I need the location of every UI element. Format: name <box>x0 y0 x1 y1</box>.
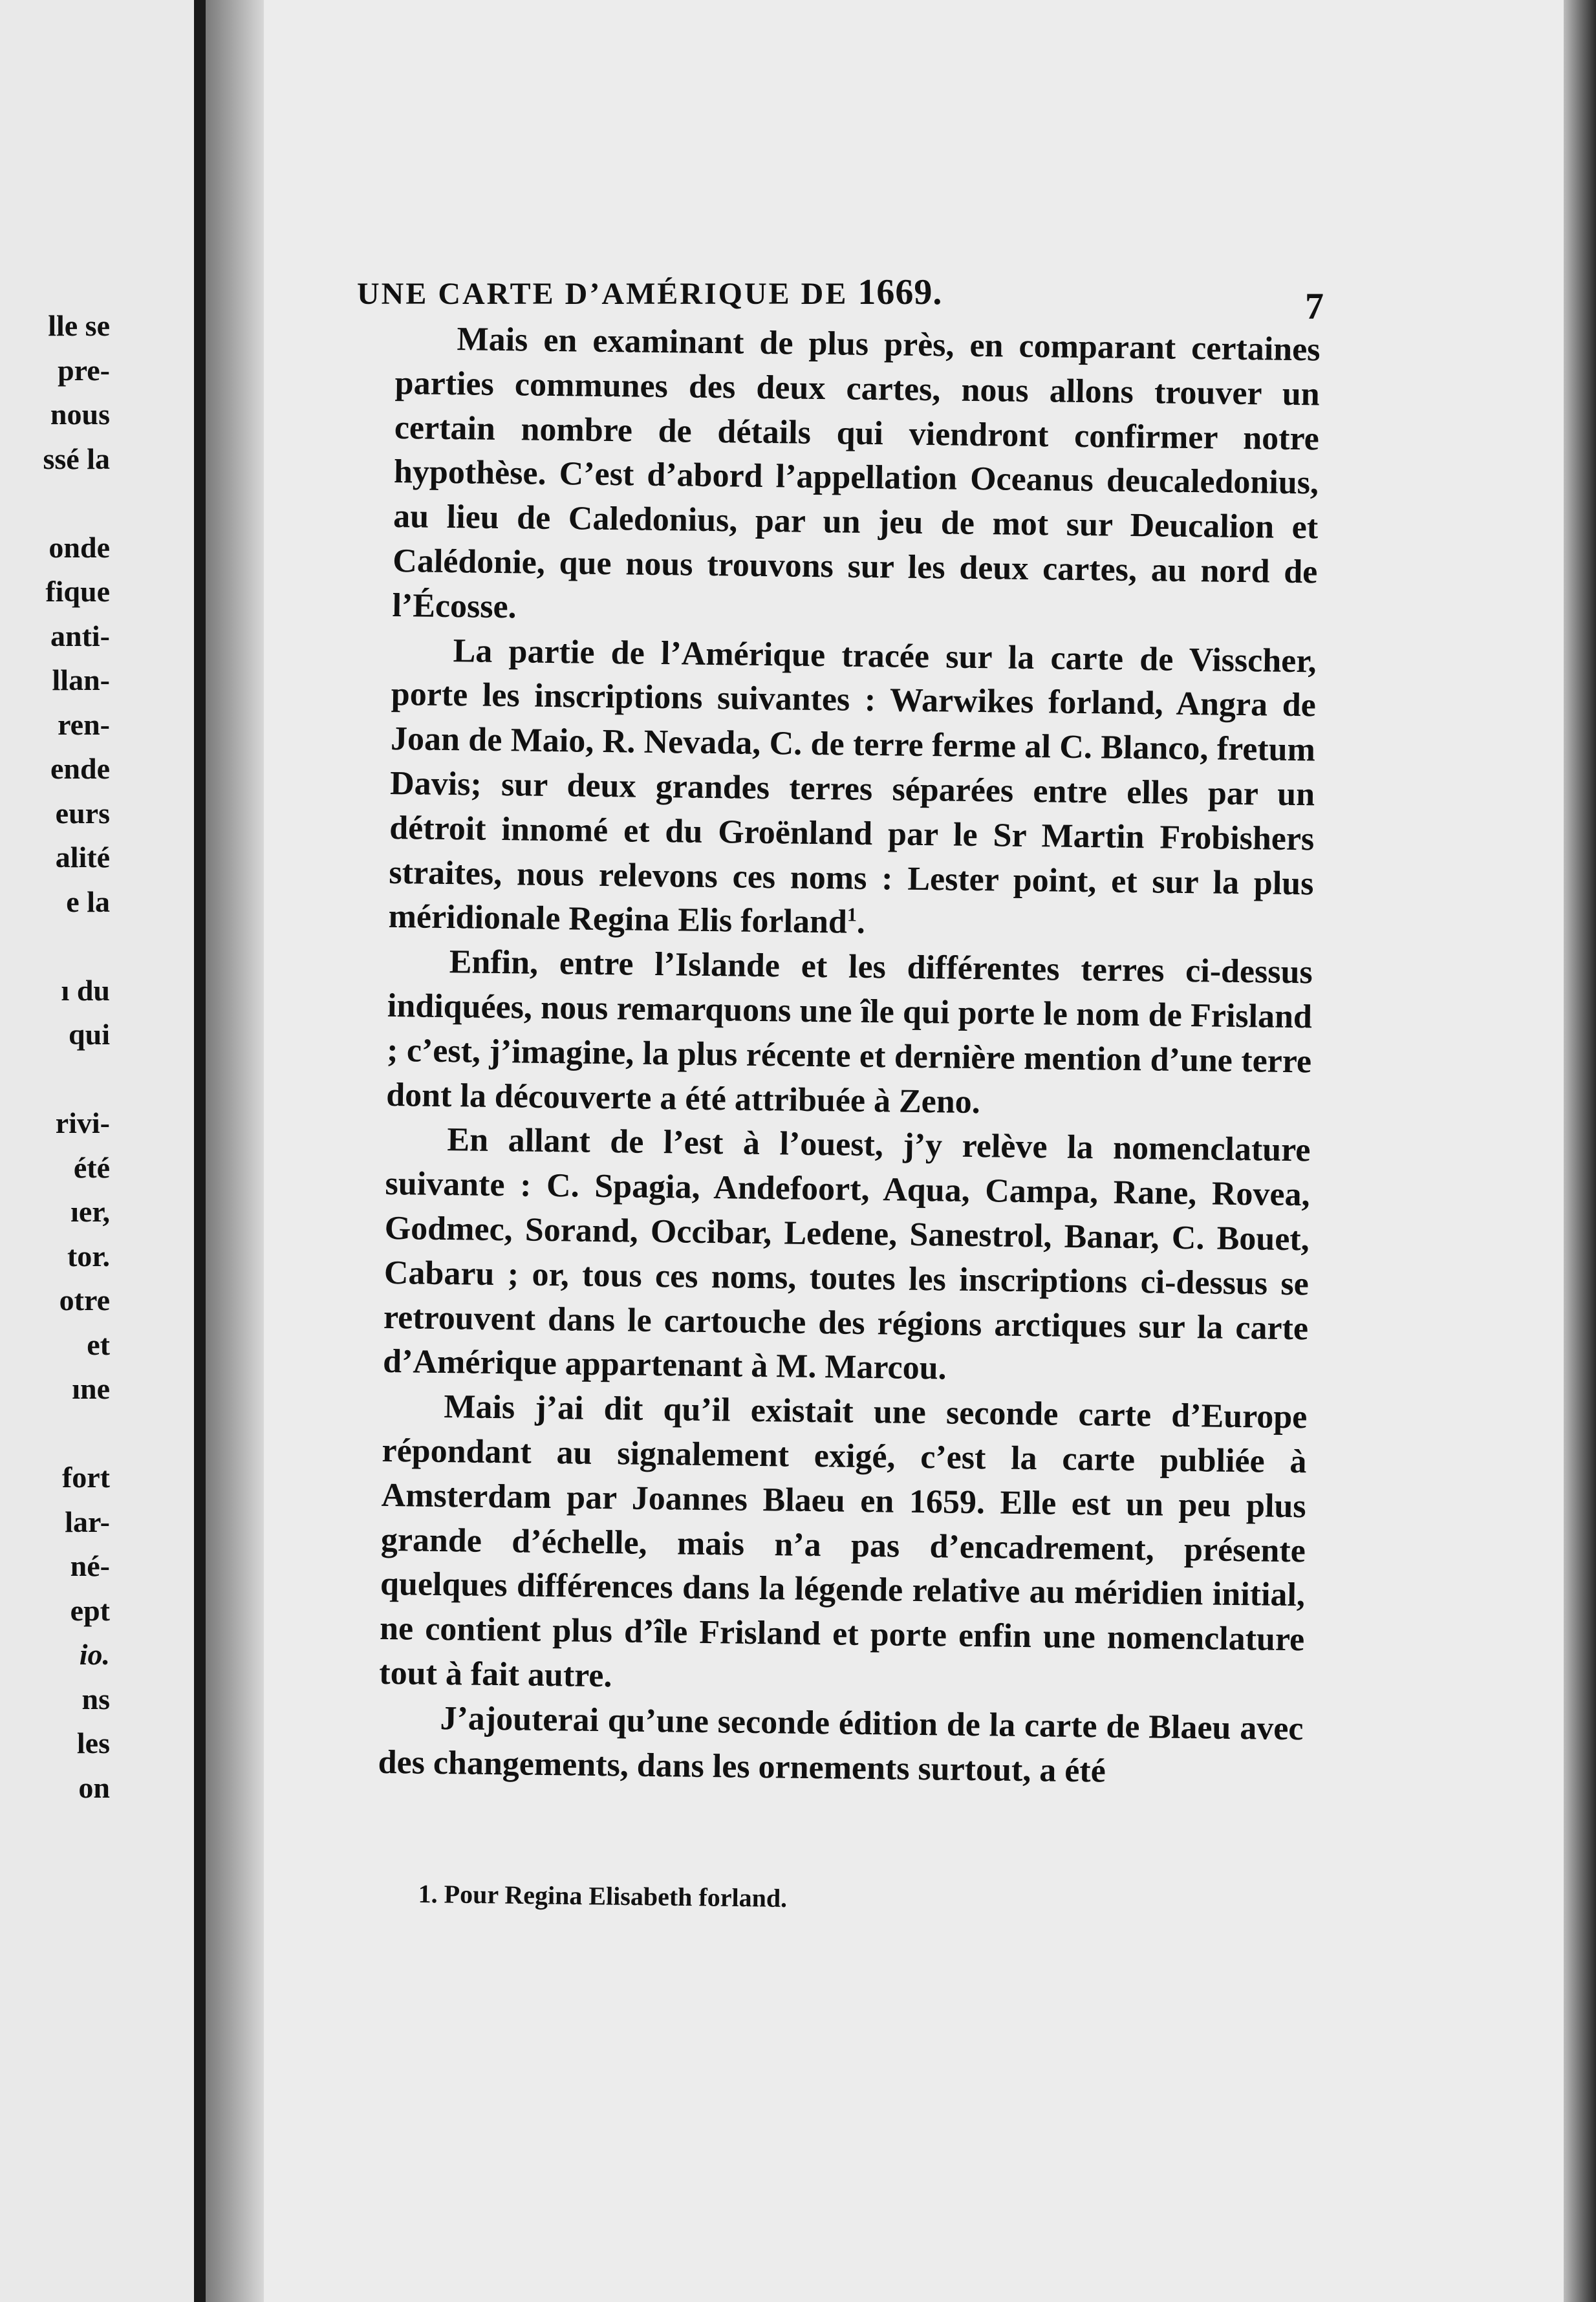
fragment-line: on <box>78 1770 110 1804</box>
footnote: 1. Pour Regina Elisabeth forland. <box>418 1879 788 1913</box>
fragment-line: ıne <box>72 1372 110 1405</box>
fragment-line: été <box>73 1150 110 1184</box>
fragment-line: e la <box>66 885 110 918</box>
fragment-line: ept <box>70 1593 110 1627</box>
facing-page <box>0 0 194 2302</box>
paragraph: Enfin, entre l’Islande et les différentes terres ci-dessus indiquées, nous remarquons une île qui porte le nom de Frisland ; c’est, j’imagine, la plus récente et dernière mention d’une terre dont la découverte a été attribuée à Zeno. <box>385 943 1313 1121</box>
fragment-line: otre <box>59 1284 110 1317</box>
fragment-line: ren- <box>58 707 110 741</box>
paragraph: En allant de l’est à l’ouest, j’y relève la nomenclature suivante : C. Spagia, Andefoort, Aqua, Campa, Rane, Rovea, Godmec, Sorand, Occibar, Ledene, Sanestrol, Banar, C. Bouet, Cabaru ; or, tous ces noms, toutes les inscriptions ci-dessus se retrouvent dans le cartouche des régions arctiques sur la carte d’Amérique appartenant à M. Marcou. <box>382 1121 1311 1387</box>
paragraph-text: La partie de l’Amérique tracée sur la carte de Visscher, porte les inscriptions suivantes : Warwikes forland, Angra de Joan de Maio, R. Nevada, C. de terre ferme al C. Blanco, fretum Davis; sur deux grandes terres séparées entre elles par un détroit innomé et du Groënland par le Sr Martin Frobishers straites, nous relevons ces noms : Lester point, et sur la plus méridionale Regina Elis forland <box>388 632 1317 941</box>
page-gutter-shadow <box>194 0 206 2302</box>
fragment-line: onde <box>49 530 110 564</box>
fragment-line: anti- <box>50 619 110 652</box>
facing-page-text <box>0 304 110 1810</box>
fragment-line: llan- <box>52 663 110 696</box>
fragment-line: qui <box>69 1018 110 1051</box>
fragment-line: fique <box>45 575 110 608</box>
fragment-line: ssé la <box>43 442 110 475</box>
page-edge-shadow <box>1564 0 1596 2302</box>
fragment-line <box>0 924 110 969</box>
page-number: 7 <box>1305 285 1324 327</box>
fragment-line: lle se <box>48 309 110 342</box>
fragment-line: eurs <box>55 796 110 830</box>
fragment-line: ı du <box>61 973 110 1007</box>
footnote-reference: 1 <box>847 904 857 926</box>
fragment-line: né- <box>70 1549 110 1582</box>
fragment-line: lar- <box>65 1505 110 1538</box>
fragment-line: ns <box>81 1682 110 1716</box>
fragment-line <box>0 481 110 526</box>
fragment-line: io. <box>79 1638 110 1671</box>
paragraph: Mais j’ai dit qu’il existait une seconde carte d’Europe répondant au signalement exigé, c’est la carte publiée à Amsterdam par Joannes Blaeu en 1659. Elle est un peu plus grande d’échelle, mais n’a pas d’encadrement, présente quelques différences dans la légende relative au méridien initial, ne contient plus d’île Frisland et porte enfin une nomenclature tout à fait autre. <box>379 1388 1308 1695</box>
fragment-line: pre- <box>58 353 110 387</box>
paragraph: J’ajouterai qu’une seconde édition de la carte de Blaeu avec des changements, dans les ornements surtout, a été <box>378 1699 1304 1790</box>
paragraph <box>388 629 1317 951</box>
page-gutter-fold <box>206 0 264 2302</box>
running-head-title: UNE CARTE D’AMÉRIQUE DE <box>357 277 848 311</box>
fragment-line: les <box>76 1726 110 1759</box>
running-head <box>357 272 1327 313</box>
fragment-line: fort <box>61 1461 110 1494</box>
paragraph: Mais en examinant de plus près, en comparant certaines parties communes des deux cartes, nous allons trouver un certain nombre de détails qui viendront confirmer notre hypothèse. C’est d’abord l’appellation Oceanus deucaledonius, au lieu de Caledonius, par un jeu de mot sur Deucalion et Calédonie, que nous trouvons sur les deux cartes, au nord de l’Écosse. <box>392 321 1321 626</box>
fragment-line: tor. <box>67 1239 110 1273</box>
fragment-line: rivi- <box>55 1106 110 1139</box>
running-head-year: 1669. <box>857 272 943 312</box>
body-text <box>378 317 1321 1796</box>
fragment-line <box>0 1057 110 1102</box>
fragment-line: et <box>87 1328 110 1361</box>
fragment-line: nous <box>50 398 110 431</box>
fragment-line: ende <box>50 752 110 785</box>
fragment-line <box>0 1412 110 1456</box>
fragment-line: ıer, <box>70 1195 110 1228</box>
paragraph-end: . <box>856 904 866 941</box>
fragment-line: alité <box>55 841 110 874</box>
